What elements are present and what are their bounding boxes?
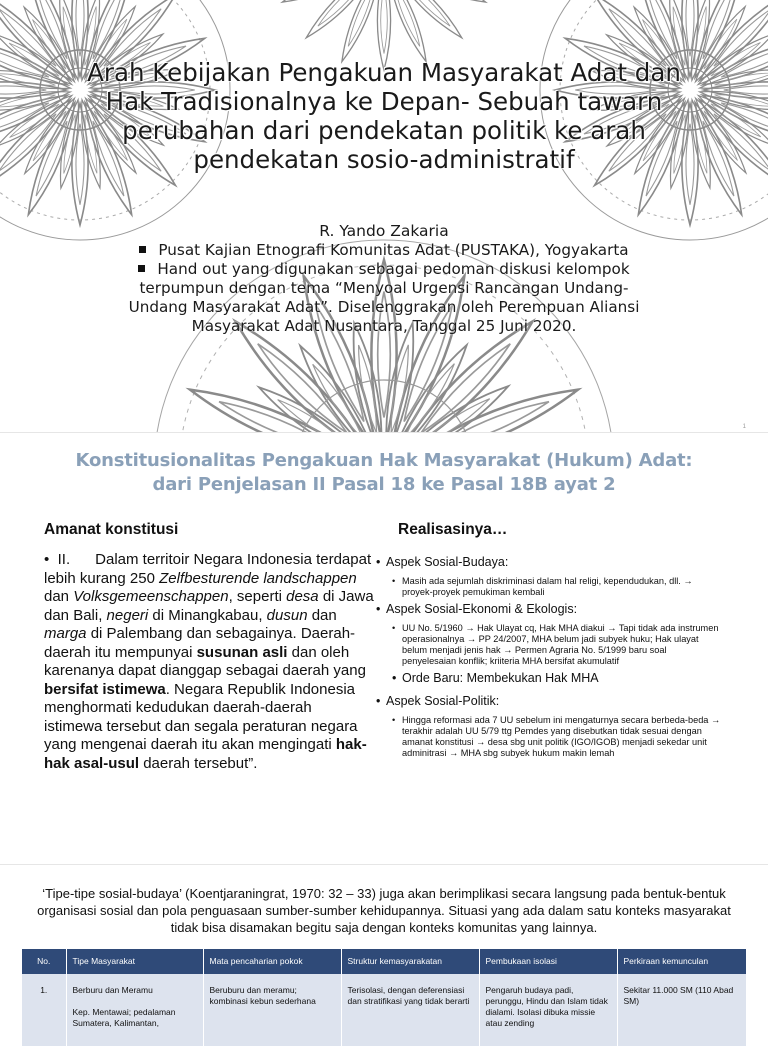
- page-number: 1: [742, 424, 746, 430]
- italic-run: desa: [286, 588, 319, 605]
- author-name: R. Yando Zakaria: [319, 222, 449, 240]
- info-text: Undang Masyarakat Adat”. Diselenggrakan oleh Perempuan Aliansi: [128, 298, 640, 316]
- info-text: Pusat Kajian Etnografi Komunitas Adat (PUSTAKA), Yogyakarta: [158, 241, 629, 259]
- table-cell: Pengaruh budaya padi, perunggu, Hindu dan Islam tidak dialami. Isolasi dibuka missie atau zending: [479, 974, 617, 1046]
- constitution-slide: [0, 432, 768, 865]
- bullet-icon: •: [392, 671, 397, 685]
- article-number: II.: [57, 551, 71, 568]
- bullet-icon: •: [376, 602, 381, 616]
- title-line: Arah Kebijakan Pengakuan Masyarakat Adat dan: [87, 58, 681, 87]
- italic-run: Zelfbesturende landschappen: [159, 569, 357, 587]
- title-line: pendekatan sosio-administratif: [193, 145, 575, 174]
- table-cell: Beruburu dan meramu; kombinasi kebun sederhana: [203, 974, 341, 1046]
- text-run: . Negara Republik Indonesia menghormati kedudukan daerah-daerah istimewa tersebut dan segala peraturan negara yang mengenai daerah itu akan mengingati: [44, 680, 358, 753]
- text-run: di Palembang dan sebagainya. Daerah-daerah itu mempunyai: [44, 625, 356, 661]
- italic-run: negeri: [106, 606, 149, 624]
- table-cell: Sekitar 11.000 SM (110 Abad SM): [617, 974, 746, 1046]
- aspect-label: Aspek Sosial-Politik:: [386, 694, 500, 708]
- bullet-icon: •: [392, 623, 396, 633]
- text-run: di Jawa dan Bali,: [44, 588, 374, 624]
- column-header: Mata pencaharian pokok: [203, 949, 341, 974]
- square-bullet-icon: [139, 246, 146, 253]
- title-line: Hak Tradisionalnya ke Depan- Sebuah tawarn: [105, 87, 663, 116]
- aspect-detail: [372, 715, 722, 759]
- slide-title: [0, 449, 768, 497]
- table-row: [22, 974, 746, 1046]
- intro-paragraph: ‘Tipe-tipe sosial-budaya’ (Koentjaraningrat, 1970: 32 – 33) juga akan berimplikasi secara langsung pada bentuk-bentuk organisasi sosial dan pola penguasaan sumber-sumber kehidupannya. Situasi yang ada dalam satu konteks masyarakat tidak bisa disamakan begitu saja dengan konteks komunitas yang lainnya.: [37, 886, 731, 935]
- column-header: No.: [22, 949, 66, 974]
- bullet-icon: •: [392, 576, 396, 586]
- info-text: Masyarakat Adat Nusantara, Tanggal 25 Juni 2020.: [191, 317, 577, 335]
- italic-run: Volksgemeenschappen: [73, 588, 229, 605]
- aspect-item: [372, 694, 722, 709]
- info-text: Hand out yang digunakan sebagai pedoman diskusi kelompok: [157, 260, 630, 278]
- text-run: dan: [44, 588, 74, 605]
- aspect-label: Aspek Sosial-Budaya:: [386, 555, 509, 569]
- realization-list: [372, 555, 722, 763]
- cell-text: Kep. Mentawai; pedalaman Sumatera, Kalimantan,: [72, 1007, 176, 1028]
- text-run: daerah tersebut”.: [139, 754, 258, 772]
- table-cell: 1.: [22, 974, 66, 1046]
- list-item: [44, 551, 374, 773]
- aspect-detail: [372, 576, 722, 598]
- left-column-heading: Amanat konstitusi: [44, 521, 179, 538]
- aspect-detail: [372, 671, 722, 686]
- aspect-item: [372, 555, 722, 570]
- presentation-title: [40, 58, 728, 174]
- right-column-heading: Realisasinya…: [398, 521, 508, 538]
- info-list: [80, 241, 688, 336]
- info-text: terpumpun dengan tema “Menyoal Urgensi Rancangan Undang-: [139, 279, 629, 297]
- aspect-label: Aspek Sosial-Ekonomi & Ekologis:: [386, 602, 578, 616]
- constitution-text: [44, 551, 374, 773]
- society-types-table: [22, 949, 746, 1046]
- italic-run: marga: [44, 625, 87, 642]
- bold-run: susunan asli: [196, 643, 288, 661]
- square-bullet-icon: [138, 265, 145, 272]
- table-cell: [66, 974, 203, 1046]
- bullet-icon: •: [376, 555, 381, 569]
- text-run: , seperti: [228, 588, 287, 605]
- aspect-detail-text: Masih ada sejumlah diskriminasi dalam hal religi, kependudukan, dll. → proyek-proyek pemukiman kembali: [402, 576, 693, 597]
- info-item: [80, 260, 688, 279]
- bullet-icon: •: [376, 694, 381, 708]
- info-item: [80, 241, 688, 260]
- column-header: Struktur kemasyarakatan: [341, 949, 479, 974]
- column-header: Tipe Masyarakat: [66, 949, 203, 974]
- title-slide: [0, 0, 768, 432]
- column-header: Perkiraan kemunculan: [617, 949, 746, 974]
- table-cell: Terisolasi, dengan deferensiasi dan stratifikasi yang tidak berarti: [341, 974, 479, 1046]
- title-line: perubahan dari pendekatan politik ke arah: [122, 116, 646, 145]
- aspect-detail: [372, 623, 722, 667]
- bullet-icon: •: [392, 715, 396, 725]
- aspect-detail-text: Orde Baru: Membekukan Hak MHA: [402, 671, 599, 685]
- text-run: di Minangkabau,: [148, 606, 267, 624]
- text-run: dan oleh karenanya dapat dianggap sebagai daerah yang: [44, 643, 366, 679]
- aspect-detail-text: Hingga reformasi ada 7 UU sebelum ini mengaturnya secara berbeda-beda → terakhir adalah UU 5/79 ttg Pemdes yang disebutkan tidak sesuai dengan amanat konstitusi → desa sbg unit politik (IGO/IGOB) menjadi sekedar unit adminitrasi → MHA sbg subyek hukum makin lemah: [402, 715, 721, 758]
- text-run: dan: [307, 606, 337, 624]
- bold-run: bersifat istimewa: [44, 680, 166, 698]
- aspect-detail-text: UU No. 5/1960 → Hak Ulayat cq, Hak MHA diakui → Tapi tidak ada instrumen operasionalnya → PP 24/2007, MHA belum jadi subyek huku; Hak ulayat belum menjadi jenis hak → Permen Agraria No. 5/1999 baru soal penyelesaian konflik; kriiteria MHA bersifat akumulatif: [402, 623, 719, 666]
- text-run: Dalam territoir Negara Indonesia terdapat lebih kurang 250: [44, 551, 372, 587]
- table-header-row: [22, 949, 746, 974]
- column-header: Pembukaan isolasi: [479, 949, 617, 974]
- slide-title-line: dari Penjelasan II Pasal 18 ke Pasal 18B ayat 2: [152, 474, 616, 495]
- slide-title-line: Konstitusionalitas Pengakuan Hak Masyarakat (Hukum) Adat:: [75, 450, 693, 471]
- aspect-item: [372, 602, 722, 617]
- bullet-icon: •: [44, 551, 50, 568]
- bold-run: hak-hak asal-usul: [44, 736, 367, 772]
- italic-run: dusun: [266, 606, 308, 624]
- cell-text: Berburu dan Meramu: [72, 985, 153, 995]
- society-types-slide: [0, 864, 768, 1028]
